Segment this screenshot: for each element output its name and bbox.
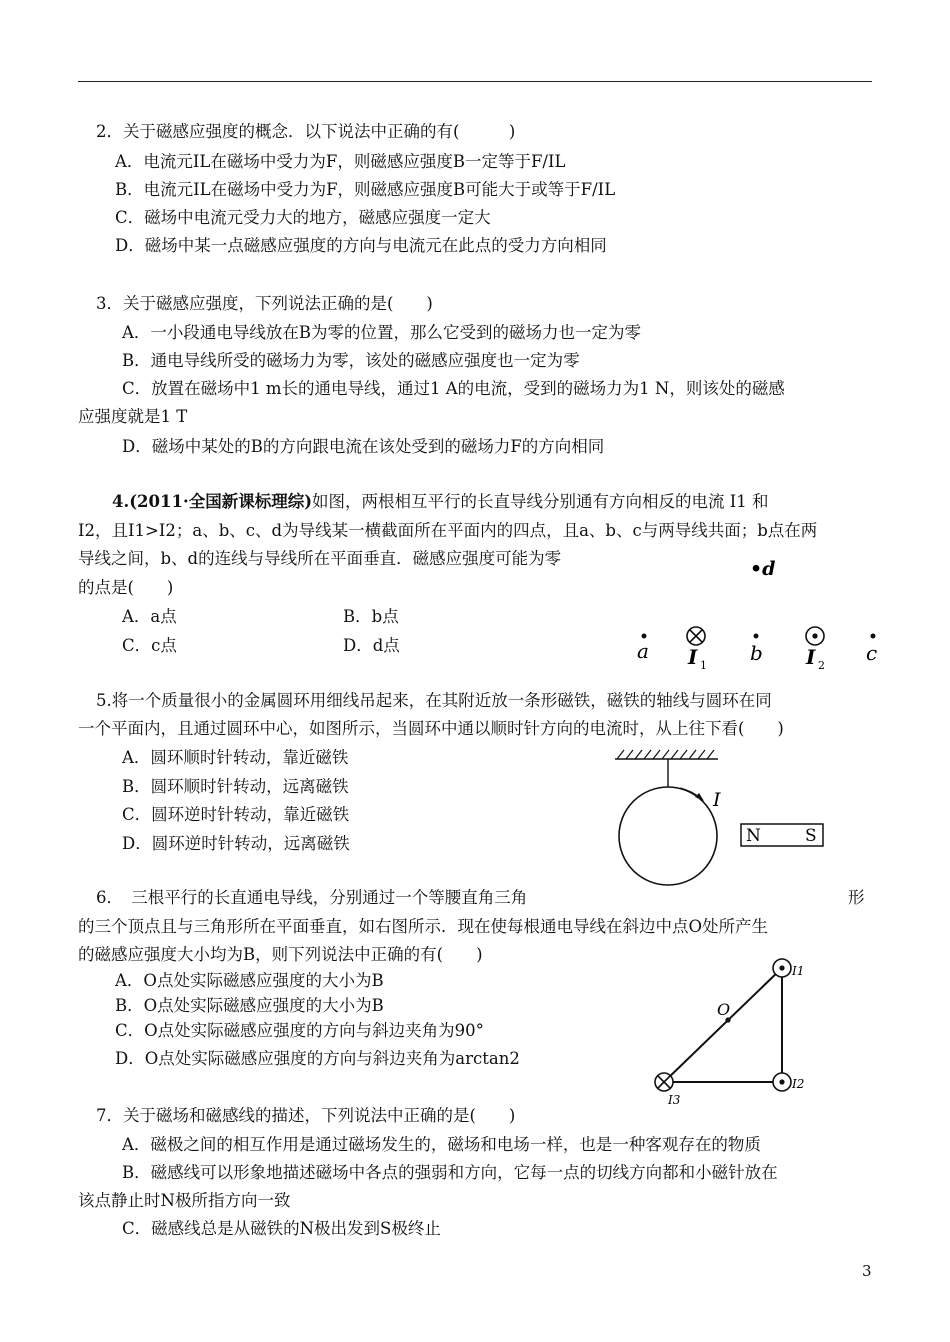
q4-wire-figure bbox=[620, 548, 890, 678]
wire-i3-label: I3 bbox=[668, 1093, 681, 1107]
q6-option-c: C．O点处实际磁感应强度的方向与斜边夹角为90° bbox=[115, 1021, 484, 1040]
wire-i1-label: I1 bbox=[792, 964, 805, 978]
q5-option-b: B．圆环顺时针转动，远离磁铁 bbox=[122, 777, 349, 796]
wire-i2-out-of-page-icon bbox=[806, 627, 824, 645]
wire-i2-label: I2 bbox=[792, 1077, 805, 1091]
header-rule bbox=[78, 81, 872, 82]
q2-stem: 2．关于磁感应强度的概念．以下说法中正确的有( ) bbox=[96, 122, 516, 141]
q5-option-c: C．圆环逆时针转动，靠近磁铁 bbox=[122, 805, 350, 824]
point-b-dot bbox=[754, 634, 759, 639]
wire-i2-out-of-page-icon bbox=[773, 1073, 791, 1091]
q6-line1-end: 形 bbox=[848, 888, 865, 907]
magnet-s-pole: S bbox=[805, 826, 817, 846]
wire-i1-into-page-icon bbox=[687, 627, 705, 645]
q5-line2: 一个平面内，且通过圆环中心，如图所示，当圆环中通以顺时针方向的电流时，从上往下看( ) bbox=[78, 719, 784, 738]
q3-option-a: A．一小段通电导线放在B为零的位置，那么它受到的磁场力也一定为零 bbox=[122, 323, 642, 342]
q3-stem: 3．关于磁感应强度，下列说法正确的是( ) bbox=[96, 294, 433, 313]
wire-i3-into-page-icon bbox=[655, 1073, 673, 1091]
q5-option-d: D．圆环逆时针转动，远离磁铁 bbox=[122, 834, 350, 853]
q6-option-b: B．O点处实际磁感应强度的大小为B bbox=[115, 996, 384, 1015]
q7-option-a: A．磁极之间的相互作用是通过磁场发生的，磁场和电场一样，也是一种客观存在的物质 bbox=[122, 1135, 761, 1154]
q6-option-d: D．O点处实际磁感应强度的方向与斜边夹角为arctan2 bbox=[115, 1049, 520, 1068]
q5-option-a: A．圆环顺时针转动，靠近磁铁 bbox=[122, 748, 349, 767]
q4-option-a: A．a点 bbox=[122, 607, 177, 626]
current-label: I bbox=[713, 789, 721, 811]
q3-option-c-line2: 应强度就是1 T bbox=[78, 407, 188, 426]
q6-line1: 6． 三根平行的长直通电导线，分别通过一个等腰直角三角 bbox=[96, 888, 528, 907]
wire-i1-label: I bbox=[688, 645, 698, 669]
q2-option-c: C．磁场中电流元受力大的地方，磁感应强度一定大 bbox=[115, 208, 491, 227]
ceiling-support bbox=[615, 750, 718, 759]
point-a-dot bbox=[642, 634, 647, 639]
point-b-label: b bbox=[750, 641, 763, 665]
q3-option-d: D．磁场中某处的B的方向跟电流在该处受到的磁场力F的方向相同 bbox=[122, 437, 605, 456]
metal-ring bbox=[619, 787, 717, 885]
q4-line4: 的点是( ) bbox=[78, 578, 174, 597]
midpoint-o-label: O bbox=[717, 1000, 731, 1019]
point-a-label: a bbox=[637, 639, 649, 663]
q7-option-b-line2: 该点静止时N极所指方向一致 bbox=[78, 1191, 291, 1210]
q7-option-c: C．磁感线总是从磁铁的N极出发到S极终止 bbox=[122, 1219, 441, 1238]
q2-option-d: D．磁场中某一点磁感应强度的方向与电流元在此点的受力方向相同 bbox=[115, 236, 607, 255]
q4-line1-text: 如图，两根相互平行的长直导线分别通有方向相反的电流 I1 和 bbox=[312, 492, 769, 511]
q7-stem: 7．关于磁场和磁感线的描述，下列说法中正确的是( ) bbox=[96, 1106, 516, 1125]
wire-i1-out-of-page-icon bbox=[773, 959, 791, 977]
q4-option-d: D．d点 bbox=[343, 636, 400, 655]
arrow-head-icon bbox=[695, 793, 704, 801]
q6-option-a: A．O点处实际磁感应强度的大小为B bbox=[115, 971, 384, 990]
triangle bbox=[664, 968, 782, 1082]
q5-line1: 5.将一个质量很小的金属圆环用细线吊起来，在其附近放一条形磁铁，磁铁的轴线与圆环在同 bbox=[96, 691, 772, 710]
q4-option-c: C．c点 bbox=[122, 636, 177, 655]
point-c-label: c bbox=[866, 641, 878, 665]
q5-ring-magnet-figure bbox=[600, 748, 840, 888]
q7-option-b-line1: B．磁感线可以形象地描述磁场中各点的强弱和方向，它每一点的切线方向都和小磁针放在 bbox=[122, 1163, 778, 1182]
q6-line2: 的三个顶点且与三角形所在平面垂直，如右图所示．现在使每根通电导线在斜边中点O处所产生 bbox=[78, 917, 769, 936]
q4-line3: 导线之间，b、d的连线与导线所在平面垂直．磁感应强度可能为零 bbox=[78, 549, 562, 568]
point-d-label: •d bbox=[750, 558, 776, 580]
q4-source: 4.(2011·全国新课标理综) bbox=[112, 492, 313, 511]
q4-line2: I2，且I1>I2；a、b、c、d为导线某一横截面所在平面内的四点，且a、b、c与两导线共面；b点在两 bbox=[78, 521, 818, 540]
q3-option-c-line1: C．放置在磁场中1 m长的通电导线，通过1 A的电流，受到的磁场力为1 N，则该处的磁感 bbox=[122, 379, 785, 398]
q3-option-b: B．通电导线所受的磁场力为零，该处的磁感应强度也一定为零 bbox=[122, 351, 580, 370]
wire-i2-subscript: 2 bbox=[818, 659, 825, 672]
point-c-dot bbox=[871, 634, 876, 639]
magnet-n-pole: N bbox=[746, 826, 761, 846]
q2-option-b: B．电流元IL在磁场中受力为F，则磁感应强度B可能大于或等于F/IL bbox=[115, 180, 616, 199]
q6-triangle-figure bbox=[640, 950, 820, 1110]
q6-line3: 的磁感应强度大小均为B，则下列说法中正确的有( ) bbox=[78, 945, 483, 964]
wire-i2-label: I bbox=[806, 645, 816, 669]
q2-option-a: A．电流元IL在磁场中受力为F，则磁感应强度B一定等于F/IL bbox=[115, 152, 566, 171]
q4-line1 bbox=[112, 491, 769, 513]
wire-i1-subscript: 1 bbox=[700, 659, 707, 672]
page-number: 3 bbox=[862, 1262, 872, 1280]
q4-option-b: B．b点 bbox=[343, 607, 399, 626]
